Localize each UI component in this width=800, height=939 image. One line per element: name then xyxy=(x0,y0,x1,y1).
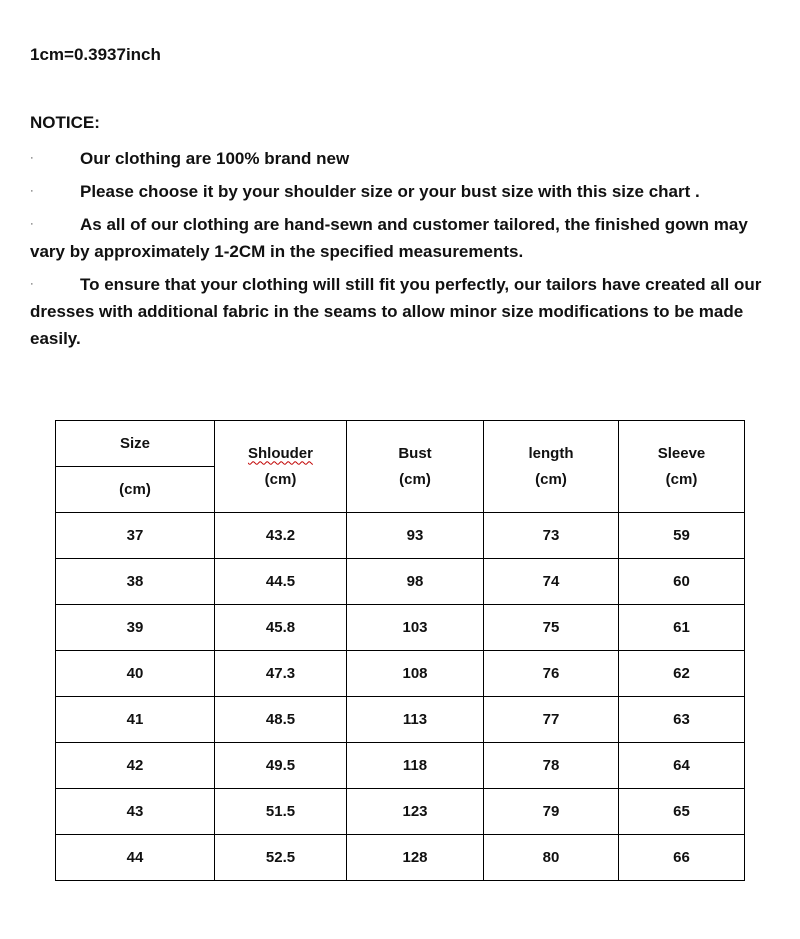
cell-shoulder: 44.5 xyxy=(215,559,347,605)
cell-bust: 113 xyxy=(347,697,484,743)
header-shoulder xyxy=(215,421,347,513)
header-bust-label: Bust xyxy=(398,444,432,462)
table-row xyxy=(56,651,745,697)
header-sleeve-unit: (cm) xyxy=(665,470,698,488)
cell-shoulder: 45.8 xyxy=(215,605,347,651)
cell-size: 42 xyxy=(56,743,215,789)
bullet-icon: · xyxy=(30,152,34,164)
header-length-unit: (cm) xyxy=(535,470,567,488)
table-row xyxy=(56,789,745,835)
cell-shoulder: 43.2 xyxy=(215,513,347,559)
cell-sleeve: 60 xyxy=(619,559,745,605)
cell-bust: 98 xyxy=(347,559,484,605)
notice-item-text: Please choose it by your shoulder size or your bust size with this size chart . xyxy=(80,182,700,201)
table-row xyxy=(56,697,745,743)
cell-bust: 108 xyxy=(347,651,484,697)
cell-length: 76 xyxy=(484,651,619,697)
cell-bust: 123 xyxy=(347,789,484,835)
cell-length: 74 xyxy=(484,559,619,605)
cell-length: 79 xyxy=(484,789,619,835)
table-row xyxy=(56,743,745,789)
cell-sleeve: 59 xyxy=(619,513,745,559)
unit-conversion-note: 1cm=0.3937inch xyxy=(30,45,161,64)
header-bust xyxy=(347,421,484,513)
cell-sleeve: 65 xyxy=(619,789,745,835)
cell-sleeve: 62 xyxy=(619,651,745,697)
notice-item xyxy=(30,145,770,172)
header-shoulder-label: Shlouder xyxy=(247,444,313,462)
cell-bust: 103 xyxy=(347,605,484,651)
notice-item-text: As all of our clothing are hand-sewn and customer tailored, the finished gown may vary by approximately 1-2CM in the specified measurements. xyxy=(30,215,748,261)
notice-item xyxy=(30,211,770,265)
header-sleeve-label: Sleeve xyxy=(657,444,706,462)
cell-length: 80 xyxy=(484,835,619,881)
cell-shoulder: 48.5 xyxy=(215,697,347,743)
notice-item-text: Our clothing are 100% brand new xyxy=(80,149,350,168)
header-length-label: length xyxy=(528,444,574,462)
notice-item-text: To ensure that your clothing will still fit you perfectly, our tailors have created all our dresses with additional fabric in the seams to allow minor size modifications to be made easily. xyxy=(30,275,762,348)
table-row xyxy=(56,835,745,881)
header-bust-unit: (cm) xyxy=(399,470,431,488)
cell-shoulder: 49.5 xyxy=(215,743,347,789)
table-row xyxy=(56,513,745,559)
header-sleeve xyxy=(619,421,745,513)
cell-size: 38 xyxy=(56,559,215,605)
cell-size: 43 xyxy=(56,789,215,835)
size-chart-table xyxy=(55,420,745,881)
header-size: Size xyxy=(56,421,215,467)
cell-size: 44 xyxy=(56,835,215,881)
cell-shoulder: 51.5 xyxy=(215,789,347,835)
cell-bust: 93 xyxy=(347,513,484,559)
cell-bust: 128 xyxy=(347,835,484,881)
cell-shoulder: 52.5 xyxy=(215,835,347,881)
size-chart xyxy=(55,420,745,881)
notice-list xyxy=(30,145,770,358)
bullet-icon: · xyxy=(30,185,34,197)
header-size-unit: (cm) xyxy=(56,467,215,513)
notice-heading: NOTICE: xyxy=(30,113,100,132)
bullet-icon: · xyxy=(30,218,34,230)
bullet-icon: · xyxy=(30,278,34,290)
cell-sleeve: 64 xyxy=(619,743,745,789)
table-row xyxy=(56,605,745,651)
cell-sleeve: 61 xyxy=(619,605,745,651)
cell-shoulder: 47.3 xyxy=(215,651,347,697)
cell-length: 73 xyxy=(484,513,619,559)
cell-size: 37 xyxy=(56,513,215,559)
header-length xyxy=(484,421,619,513)
cell-size: 40 xyxy=(56,651,215,697)
notice-item xyxy=(30,178,770,205)
table-row xyxy=(56,559,745,605)
cell-sleeve: 63 xyxy=(619,697,745,743)
cell-length: 77 xyxy=(484,697,619,743)
notice-item xyxy=(30,271,770,352)
cell-length: 78 xyxy=(484,743,619,789)
cell-length: 75 xyxy=(484,605,619,651)
header-shoulder-unit: (cm) xyxy=(264,470,297,488)
cell-bust: 118 xyxy=(347,743,484,789)
cell-sleeve: 66 xyxy=(619,835,745,881)
cell-size: 39 xyxy=(56,605,215,651)
cell-size: 41 xyxy=(56,697,215,743)
